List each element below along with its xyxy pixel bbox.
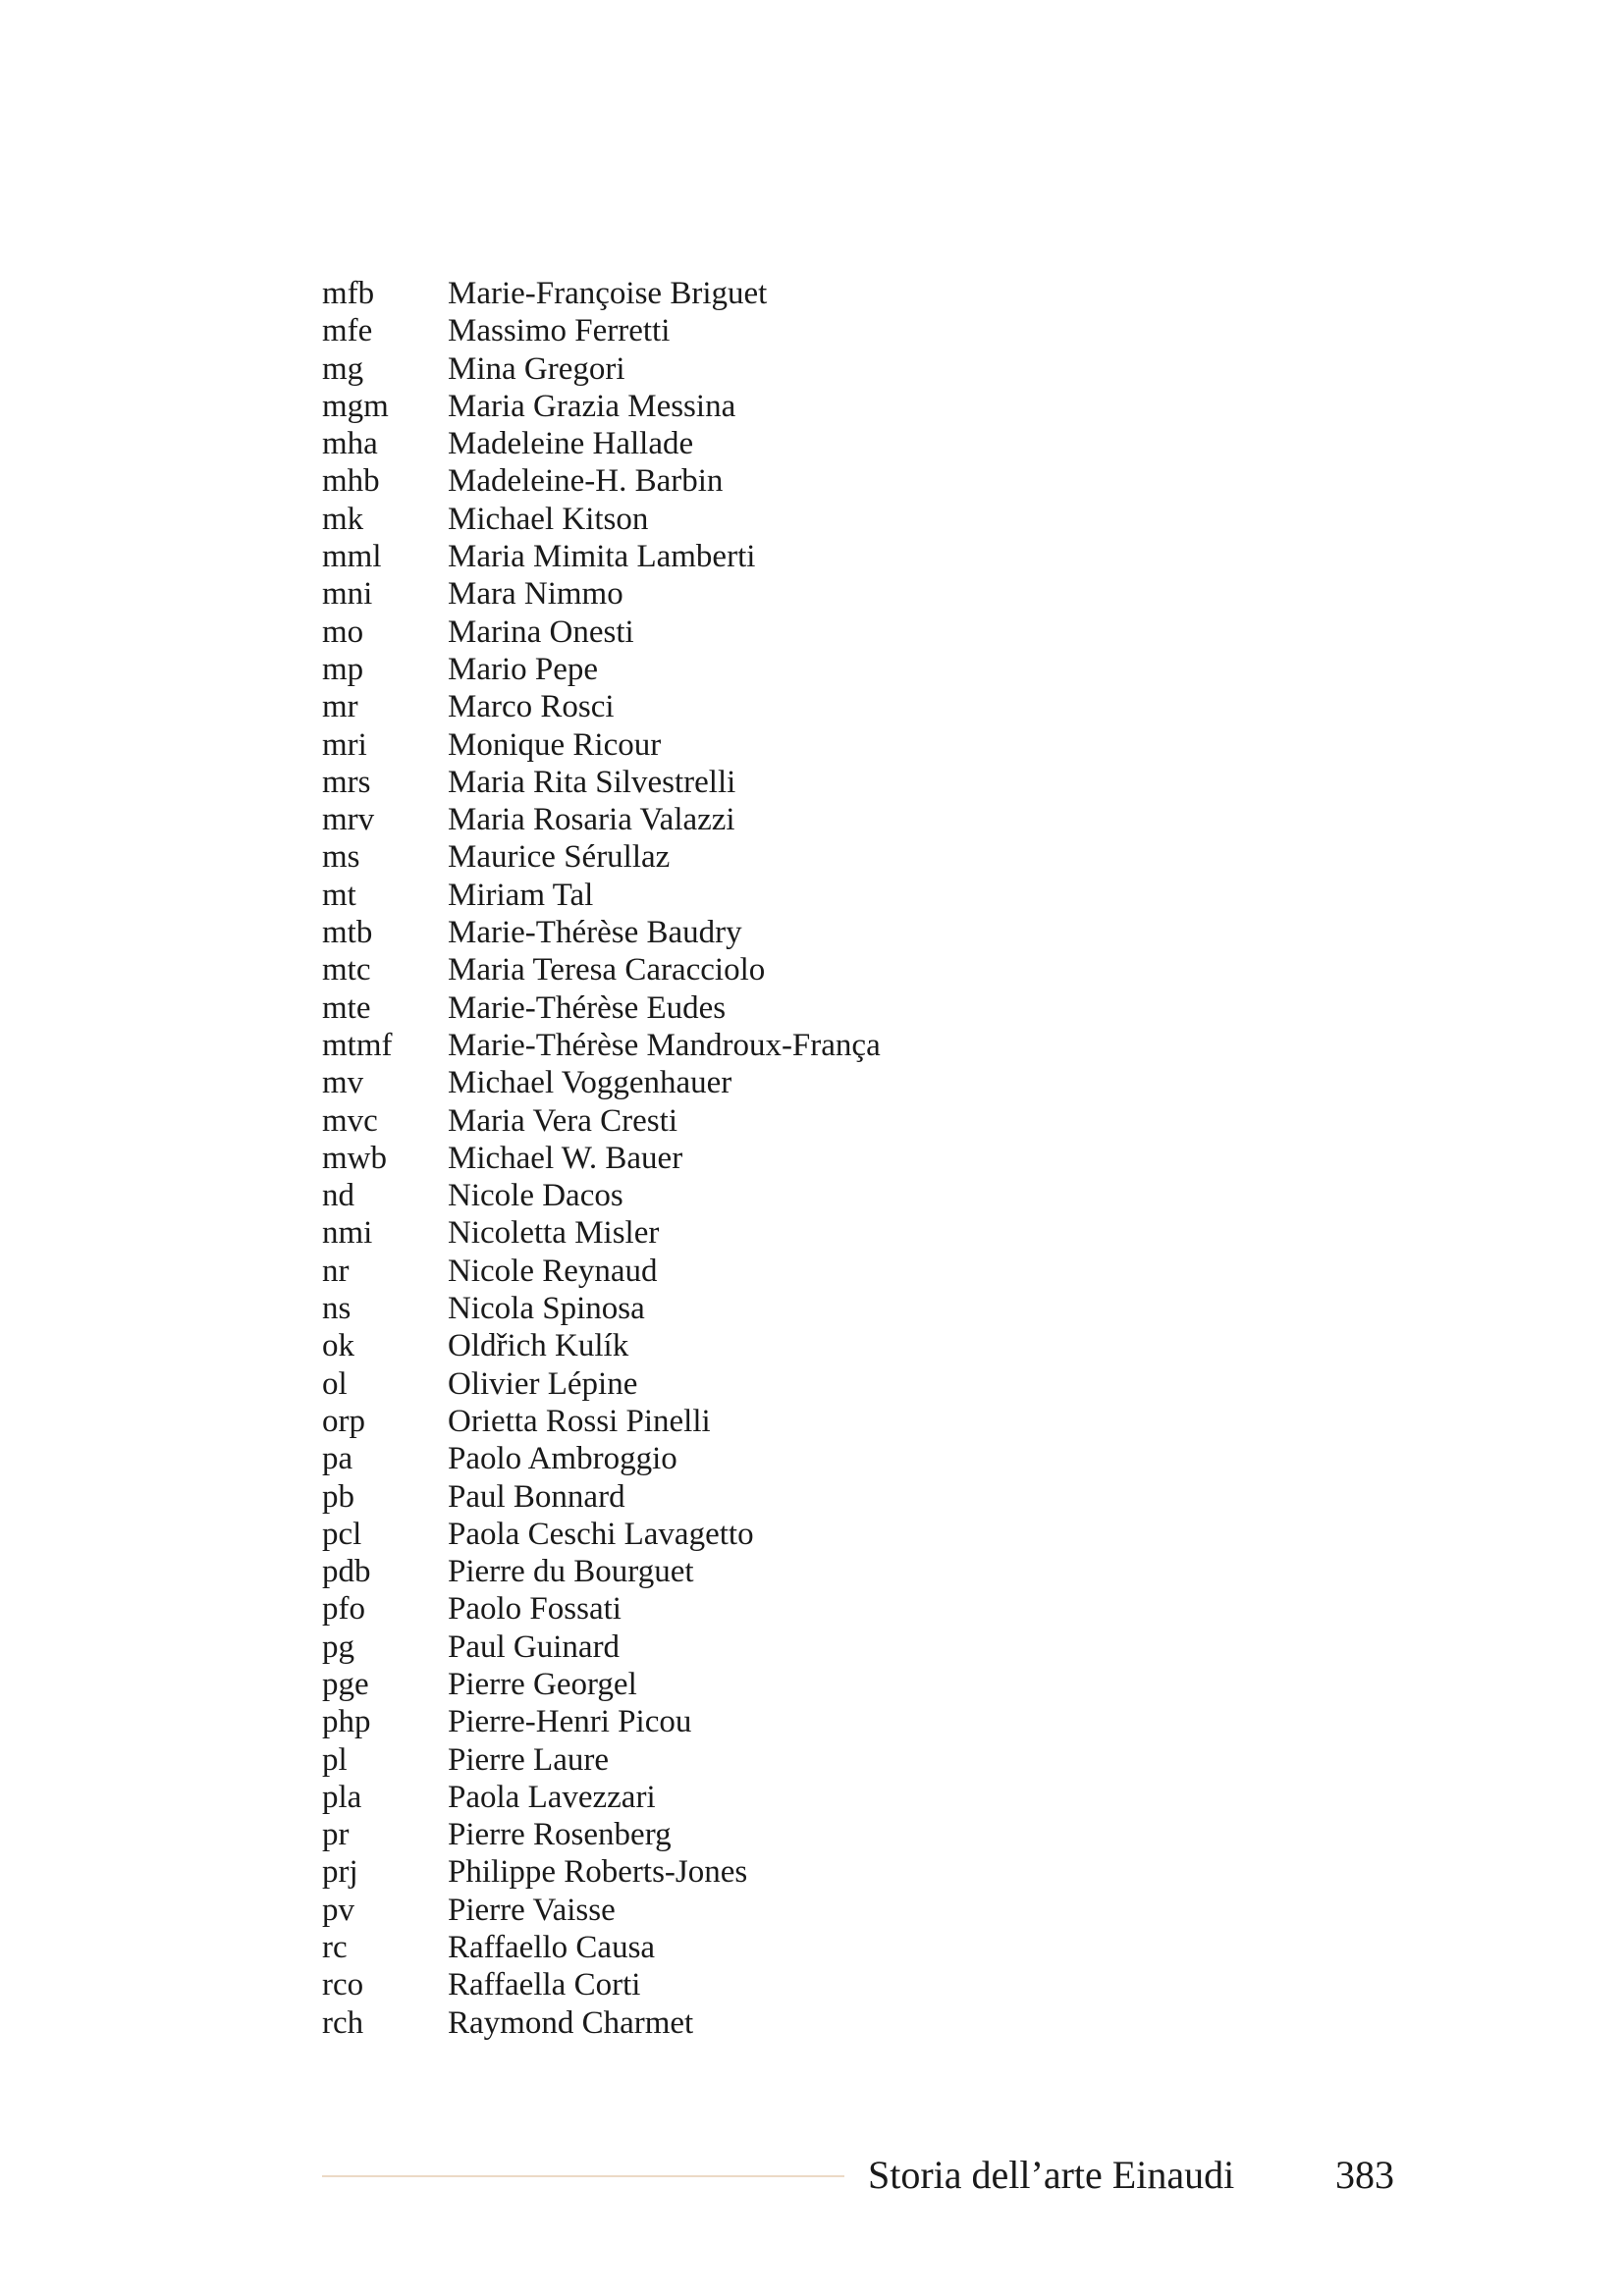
entry-abbreviation: mri <box>322 726 367 763</box>
list-item <box>322 1027 1304 1064</box>
entry-abbreviation: rc <box>322 1930 348 1966</box>
entry-abbreviation: mg <box>322 350 364 387</box>
entry-name: Raffaello Causa <box>448 1930 656 1966</box>
list-item <box>322 688 1304 725</box>
list-item <box>322 1516 1304 1553</box>
entry-name: Olivier Lépine <box>448 1365 638 1402</box>
list-item <box>322 1102 1304 1140</box>
list-item <box>322 989 1304 1027</box>
footer-title: Storia dell’arte Einaudi <box>868 2153 1235 2197</box>
list-item <box>322 388 1304 425</box>
list-item <box>322 877 1304 914</box>
entry-name: Maria Teresa Caracciolo <box>448 952 766 988</box>
list-item <box>322 951 1304 988</box>
entry-name: Paul Guinard <box>448 1629 621 1665</box>
entry-abbreviation: mrs <box>322 764 371 800</box>
list-item <box>322 1440 1304 1477</box>
list-item <box>322 1478 1304 1516</box>
entry-abbreviation: mp <box>322 651 364 687</box>
entry-abbreviation: pge <box>322 1666 369 1702</box>
list-item <box>322 1779 1304 1816</box>
list-item <box>322 1177 1304 1214</box>
page-number: 383 <box>1335 2153 1394 2197</box>
list-item <box>322 312 1304 349</box>
entry-abbreviation: pg <box>322 1629 354 1665</box>
list-item <box>322 1140 1304 1177</box>
entry-name: Maria Rosaria Valazzi <box>448 802 735 838</box>
entry-name: Michael Kitson <box>448 501 649 537</box>
entry-abbreviation: mtmf <box>322 1027 393 1063</box>
entry-name: Michael Voggenhauer <box>448 1065 732 1101</box>
entry-name: Paola Ceschi Lavagetto <box>448 1516 754 1552</box>
list-item <box>322 462 1304 500</box>
entry-name: Pierre Georgel <box>448 1666 637 1702</box>
list-item <box>322 1403 1304 1440</box>
entry-name: Miriam Tal <box>448 877 594 913</box>
entry-name: Nicoletta Misler <box>448 1215 660 1252</box>
entry-abbreviation: nd <box>322 1178 354 1214</box>
entry-abbreviation: mfb <box>322 276 375 311</box>
list-item <box>322 538 1304 575</box>
entry-name: Raymond Charmet <box>448 2004 694 2041</box>
entry-name: Mina Gregori <box>448 350 625 387</box>
entry-name: Pierre du Bourguet <box>448 1554 694 1590</box>
list-item <box>322 1064 1304 1101</box>
list-item <box>322 1853 1304 1891</box>
entry-abbreviation: prj <box>322 1854 358 1891</box>
entry-abbreviation: ol <box>322 1365 348 1402</box>
list-item <box>322 501 1304 538</box>
entry-abbreviation: pb <box>322 1478 354 1515</box>
list-item <box>322 425 1304 462</box>
entry-abbreviation: mfe <box>322 313 373 349</box>
list-item <box>322 575 1304 613</box>
entry-name: Massimo Ferretti <box>448 313 671 349</box>
list-item <box>322 275 1304 312</box>
entry-abbreviation: pr <box>322 1817 350 1853</box>
entry-abbreviation: mo <box>322 614 364 650</box>
entry-name: Monique Ricour <box>448 726 662 763</box>
entry-name: Madeleine-H. Barbin <box>448 463 724 500</box>
entry-name: Pierre Laure <box>448 1741 609 1778</box>
entry-abbreviation: rco <box>322 1967 364 2003</box>
entry-abbreviation: pdb <box>322 1554 371 1590</box>
list-item <box>322 1290 1304 1327</box>
entry-name: Paolo Fossati <box>448 1591 622 1628</box>
entry-abbreviation: ok <box>322 1328 354 1364</box>
entry-name: Maurice Sérullaz <box>448 839 671 876</box>
entry-name: Nicole Dacos <box>448 1178 623 1214</box>
entry-abbreviation: mk <box>322 501 364 537</box>
entry-abbreviation: ns <box>322 1291 352 1327</box>
list-item <box>322 651 1304 688</box>
list-item <box>322 1629 1304 1666</box>
entry-name: Maria Mimita Lamberti <box>448 539 756 575</box>
entry-abbreviation: mml <box>322 539 382 575</box>
entry-name: Paola Lavezzari <box>448 1779 656 1815</box>
entry-name: Pierre-Henri Picou <box>448 1704 692 1740</box>
list-item <box>322 764 1304 801</box>
list-item <box>322 1590 1304 1628</box>
entry-name: Marie-Françoise Briguet <box>448 276 768 311</box>
entry-abbreviation: mha <box>322 426 378 462</box>
entry-name: Oldřich Kulík <box>448 1328 629 1364</box>
entry-name: Marie-Thérèse Eudes <box>448 989 727 1026</box>
entry-name: Paolo Ambroggio <box>448 1441 677 1477</box>
footer-rule <box>322 2175 844 2177</box>
entry-abbreviation: mni <box>322 576 373 613</box>
entry-abbreviation: rch <box>322 2004 364 2041</box>
entry-name: Nicole Reynaud <box>448 1253 658 1289</box>
list-item <box>322 1553 1304 1590</box>
entry-name: Michael W. Bauer <box>448 1140 683 1176</box>
list-item <box>322 1929 1304 1966</box>
list-item <box>322 801 1304 838</box>
entry-name: Orietta Rossi Pinelli <box>448 1403 711 1439</box>
entry-name: Maria Rita Silvestrelli <box>448 764 736 800</box>
list-item <box>322 1892 1304 1929</box>
list-item <box>322 1816 1304 1853</box>
entry-name: Maria Grazia Messina <box>448 388 736 424</box>
entry-name: Marco Rosci <box>448 689 615 725</box>
entry-abbreviation: php <box>322 1704 371 1740</box>
entry-abbreviation: pfo <box>322 1591 365 1628</box>
entry-abbreviation: mhb <box>322 463 380 500</box>
entry-abbreviation: nmi <box>322 1215 373 1252</box>
entry-abbreviation: orp <box>322 1403 365 1439</box>
list-item <box>322 2004 1304 2042</box>
entry-abbreviation: pla <box>322 1779 362 1815</box>
list-item <box>322 614 1304 651</box>
entry-abbreviation: mr <box>322 689 358 725</box>
entry-abbreviation: mt <box>322 877 356 913</box>
entry-abbreviation: pcl <box>322 1516 362 1552</box>
list-item <box>322 1703 1304 1740</box>
entry-name: Pierre Vaisse <box>448 1892 616 1928</box>
page-footer <box>322 2146 1402 2205</box>
list-item <box>322 1666 1304 1703</box>
entry-name: Marie-Thérèse Mandroux-França <box>448 1027 881 1063</box>
entry-name: Nicola Spinosa <box>448 1291 645 1327</box>
list-item <box>322 838 1304 876</box>
entry-name: Paul Bonnard <box>448 1478 625 1515</box>
entry-name: Raffaella Corti <box>448 1967 641 2003</box>
list-item <box>322 1214 1304 1252</box>
entry-name: Pierre Rosenberg <box>448 1817 672 1853</box>
entry-name: Madeleine Hallade <box>448 426 694 462</box>
list-item <box>322 726 1304 764</box>
entry-abbreviation: nr <box>322 1253 350 1289</box>
list-item <box>322 1253 1304 1290</box>
abbreviation-list <box>322 275 1304 2042</box>
entry-abbreviation: pa <box>322 1441 353 1477</box>
entry-abbreviation: pv <box>322 1892 354 1928</box>
list-item <box>322 1327 1304 1364</box>
entry-abbreviation: mtc <box>322 952 371 988</box>
entry-abbreviation: mv <box>322 1065 364 1101</box>
entry-name: Mario Pepe <box>448 651 599 687</box>
entry-abbreviation: mvc <box>322 1102 378 1139</box>
list-item <box>322 350 1304 388</box>
entry-abbreviation: ms <box>322 839 360 876</box>
entry-name: Marie-Thérèse Baudry <box>448 915 742 951</box>
entry-abbreviation: pl <box>322 1741 348 1778</box>
entry-name: Philippe Roberts-Jones <box>448 1854 748 1891</box>
entry-abbreviation: mtb <box>322 915 373 951</box>
entry-name: Maria Vera Cresti <box>448 1102 677 1139</box>
entry-abbreviation: mte <box>322 989 371 1026</box>
list-item <box>322 914 1304 951</box>
entry-abbreviation: mgm <box>322 388 389 424</box>
list-item <box>322 1966 1304 2003</box>
list-item <box>322 1365 1304 1403</box>
entry-name: Mara Nimmo <box>448 576 623 613</box>
list-item <box>322 1741 1304 1779</box>
entry-abbreviation: mrv <box>322 802 375 838</box>
entry-abbreviation: mwb <box>322 1140 387 1176</box>
entry-name: Marina Onesti <box>448 614 634 650</box>
